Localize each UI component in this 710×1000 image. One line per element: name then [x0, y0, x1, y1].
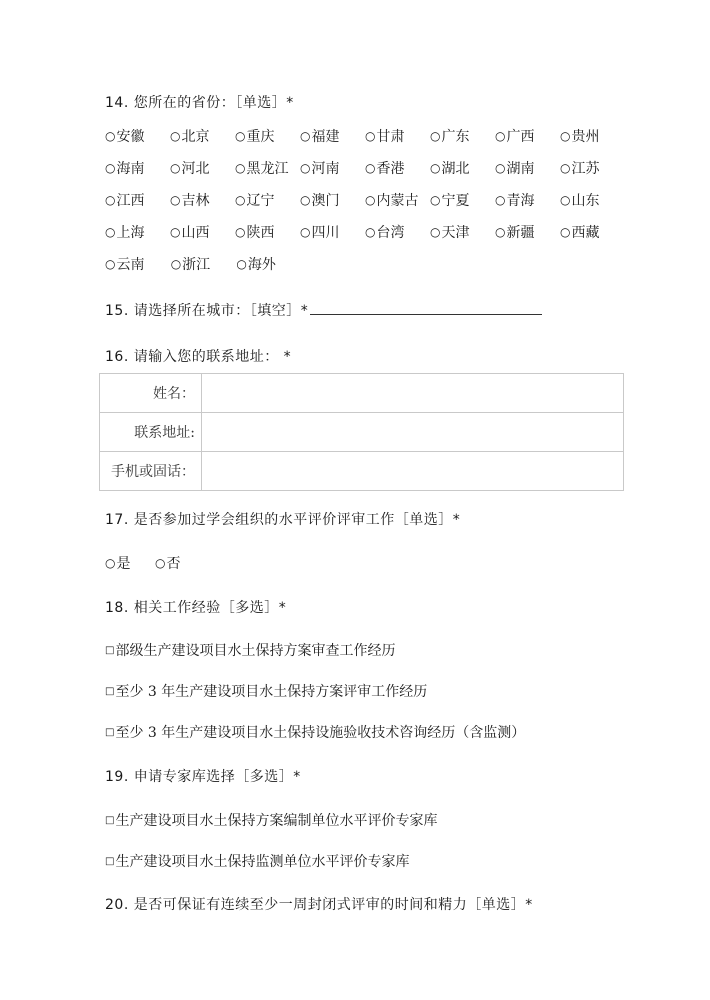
province-label: 广西 — [506, 129, 535, 145]
checkbox-icon: □ — [105, 855, 115, 867]
province-label: 上海 — [116, 225, 145, 241]
province-label: 江苏 — [571, 161, 600, 177]
province-label: 陕西 — [246, 225, 275, 241]
province-option[interactable] — [170, 126, 235, 146]
province-option[interactable] — [235, 158, 300, 178]
radio-circle-icon: ○ — [560, 225, 571, 239]
radio-circle-icon: ○ — [365, 193, 376, 207]
radio-circle-icon: ○ — [495, 193, 506, 207]
radio-circle-icon: ○ — [430, 161, 441, 175]
province-label: 北京 — [181, 129, 210, 145]
province-label: 山西 — [181, 225, 210, 241]
province-label: 安徽 — [116, 129, 145, 145]
radio-circle-icon: ○ — [235, 161, 246, 175]
radio-circle-icon: ○ — [560, 129, 571, 143]
radio-circle-icon: ○ — [365, 161, 376, 175]
q17-radio-group — [105, 553, 205, 573]
province-option[interactable] — [105, 126, 170, 146]
name-label: 姓名： — [100, 374, 202, 413]
province-option[interactable] — [105, 222, 170, 242]
province-option[interactable] — [430, 190, 495, 210]
province-option[interactable] — [560, 158, 625, 178]
city-fill-blank[interactable] — [310, 300, 542, 315]
question-16-title: 16. 请输入您的联系地址： * — [105, 349, 292, 365]
contact-row-address — [100, 413, 624, 452]
province-label: 广东 — [441, 129, 470, 145]
province-option[interactable] — [235, 190, 300, 210]
question-18-title: 18. 相关工作经验［多选］* — [105, 600, 287, 616]
radio-circle-icon: ○ — [105, 257, 116, 271]
province-label: 山东 — [571, 193, 600, 209]
radio-circle-icon: ○ — [365, 129, 376, 143]
radio-circle-icon: ○ — [430, 129, 441, 143]
q19-option-1[interactable] — [105, 810, 437, 830]
province-label: 甘肃 — [376, 129, 405, 145]
province-label: 西藏 — [571, 225, 600, 241]
province-label: 黑龙江 — [246, 161, 289, 177]
radio-circle-icon: ○ — [430, 225, 441, 239]
province-radio-group — [105, 126, 625, 286]
province-row — [105, 126, 625, 158]
checkbox-icon: □ — [105, 726, 115, 738]
province-option[interactable] — [235, 222, 300, 242]
q17-option-label: 是 — [116, 556, 131, 572]
province-label: 四川 — [311, 225, 340, 241]
province-label: 澳门 — [311, 193, 340, 209]
province-label: 新疆 — [506, 225, 535, 241]
province-label: 湖南 — [506, 161, 535, 177]
address-label: 联系地址: — [100, 413, 202, 452]
radio-circle-icon: ○ — [236, 257, 247, 271]
province-row — [105, 190, 625, 222]
province-option[interactable] — [495, 190, 560, 210]
radio-circle-icon: ○ — [105, 161, 116, 175]
radio-circle-icon: ○ — [495, 161, 506, 175]
radio-circle-icon: ○ — [495, 225, 506, 239]
radio-circle-icon: ○ — [300, 193, 311, 207]
q19-option-label: 生产建设项目水土保持方案编制单位水平评价专家库 — [115, 813, 438, 829]
name-input-cell[interactable] — [202, 374, 624, 413]
province-option[interactable] — [560, 126, 625, 146]
contact-row-name — [100, 374, 624, 413]
province-option[interactable] — [560, 190, 625, 210]
radio-circle-icon: ○ — [560, 193, 571, 207]
province-option[interactable] — [170, 158, 235, 178]
checkbox-icon: □ — [105, 814, 115, 826]
province-row — [105, 254, 625, 286]
radio-circle-icon: ○ — [430, 193, 441, 207]
province-label: 贵州 — [571, 129, 600, 145]
radio-circle-icon: ○ — [300, 161, 311, 175]
checkbox-icon: □ — [105, 644, 115, 656]
province-label: 海南 — [116, 161, 145, 177]
province-label: 海外 — [247, 257, 276, 273]
radio-circle-icon: ○ — [235, 129, 246, 143]
question-19-title: 19. 申请专家库选择［多选］* — [105, 769, 301, 785]
province-label: 辽宁 — [246, 193, 275, 209]
radio-circle-icon: ○ — [300, 225, 311, 239]
q17-option-label: 否 — [166, 556, 181, 572]
province-option[interactable] — [560, 222, 625, 242]
address-input-cell[interactable] — [202, 413, 624, 452]
province-label: 湖北 — [441, 161, 470, 177]
province-label: 河北 — [181, 161, 210, 177]
radio-circle-icon: ○ — [235, 225, 246, 239]
question-15-title: 15. 请选择所在城市：［填空］* — [105, 303, 309, 319]
province-option[interactable] — [171, 254, 237, 274]
province-option[interactable] — [170, 222, 235, 242]
province-label: 宁夏 — [441, 193, 470, 209]
contact-row-phone — [100, 452, 624, 491]
province-label: 天津 — [441, 225, 470, 241]
radio-circle-icon: ○ — [105, 193, 116, 207]
province-option[interactable] — [105, 190, 170, 210]
radio-circle-icon: ○ — [170, 193, 181, 207]
radio-circle-icon: ○ — [560, 161, 571, 175]
contact-table — [99, 373, 624, 491]
radio-circle-icon: ○ — [170, 129, 181, 143]
province-label: 香港 — [376, 161, 405, 177]
radio-circle-icon: ○ — [170, 225, 181, 239]
radio-circle-icon: ○ — [235, 193, 246, 207]
q18-option-3[interactable] — [105, 722, 525, 742]
province-option[interactable] — [300, 158, 365, 178]
province-option[interactable] — [365, 126, 430, 146]
q19-option-2[interactable] — [105, 851, 409, 871]
province-label: 重庆 — [246, 129, 275, 145]
province-option[interactable] — [170, 190, 235, 210]
province-option[interactable] — [300, 126, 365, 146]
q18-option-label: 至少 3 年生产建设项目水土保持方案评审工作经历 — [115, 684, 428, 700]
province-label: 云南 — [116, 257, 145, 273]
q19-option-label: 生产建设项目水土保持监测单位水平评价专家库 — [115, 854, 410, 870]
phone-label: 手机或固话： — [100, 452, 202, 491]
province-option[interactable] — [236, 254, 302, 274]
question-15 — [105, 300, 542, 320]
province-label: 江西 — [116, 193, 145, 209]
province-row — [105, 222, 625, 254]
province-option[interactable] — [365, 158, 430, 178]
province-option[interactable] — [235, 126, 300, 146]
province-option[interactable] — [300, 190, 365, 210]
province-option[interactable] — [365, 190, 430, 210]
radio-circle-icon: ○ — [365, 225, 376, 239]
province-label: 福建 — [311, 129, 340, 145]
radio-circle-icon: ○ — [105, 225, 116, 239]
province-option[interactable] — [430, 126, 495, 146]
province-label: 台湾 — [376, 225, 405, 241]
phone-input-cell[interactable] — [202, 452, 624, 491]
province-label: 青海 — [506, 193, 535, 209]
province-label: 河南 — [311, 161, 340, 177]
question-17-title: 17. 是否参加过学会组织的水平评价评审工作［单选］* — [105, 512, 461, 528]
province-row — [105, 158, 625, 190]
province-option[interactable] — [495, 222, 560, 242]
province-option[interactable] — [430, 222, 495, 242]
province-option[interactable] — [300, 222, 365, 242]
question-20-title: 20. 是否可保证有连续至少一周封闭式评审的时间和精力［单选］* — [105, 897, 533, 913]
province-label: 浙江 — [182, 257, 211, 273]
province-option[interactable] — [430, 158, 495, 178]
radio-circle-icon: ○ — [170, 161, 181, 175]
province-label: 吉林 — [181, 193, 210, 209]
province-option[interactable] — [105, 158, 170, 178]
q17-option-no[interactable] — [155, 553, 205, 573]
q18-option-label: 至少 3 年生产建设项目水土保持设施验收技术咨询经历（含监测） — [115, 725, 526, 741]
radio-circle-icon: ○ — [155, 556, 166, 570]
province-option[interactable] — [105, 254, 171, 274]
checkbox-icon: □ — [105, 685, 115, 697]
radio-circle-icon: ○ — [105, 129, 116, 143]
q18-option-2[interactable] — [105, 681, 427, 701]
province-option[interactable] — [495, 158, 560, 178]
radio-circle-icon: ○ — [170, 257, 182, 271]
q18-option-1[interactable] — [105, 640, 395, 660]
radio-circle-icon: ○ — [300, 129, 311, 143]
q18-option-label: 部级生产建设项目水土保持方案审查工作经历 — [115, 643, 396, 659]
province-option[interactable] — [365, 222, 430, 242]
province-option[interactable] — [495, 126, 560, 146]
q17-option-yes[interactable] — [105, 553, 155, 573]
question-14-title: 14. 您所在的省份：［单选］* — [105, 95, 294, 111]
province-label: 内蒙古 — [376, 193, 419, 209]
radio-circle-icon: ○ — [105, 556, 116, 570]
radio-circle-icon: ○ — [495, 129, 506, 143]
